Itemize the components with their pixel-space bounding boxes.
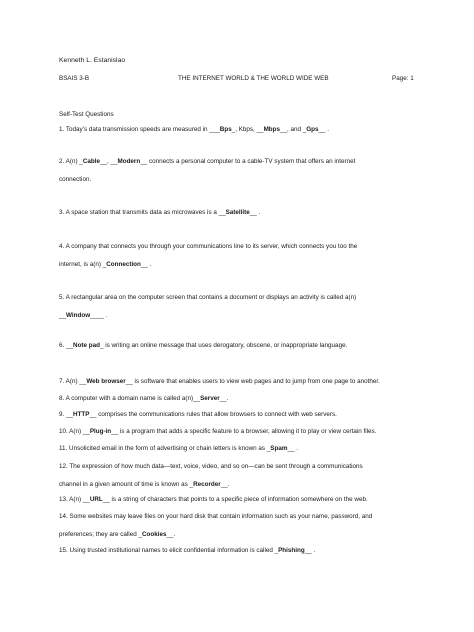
question-text: __ is a program that adds a specific feature to a browser, allowing it to play or view certain files. bbox=[111, 428, 377, 435]
question-2-line-1 bbox=[59, 158, 355, 166]
question-4-line-2 bbox=[59, 261, 151, 269]
question-text: __ comprises the communications rules that allow browsers to connect with web servers. bbox=[89, 411, 337, 418]
question-12-line-1 bbox=[59, 463, 363, 471]
question-text: __ is a string of characters that points to a specific piece of information somewhere on the web. bbox=[102, 496, 368, 503]
question-text: ____ . bbox=[90, 312, 108, 319]
question-text: 12. The expression of how much data—text, voice, video, and so on—can be sent through a communications bbox=[59, 463, 363, 470]
answer-text: HTTP bbox=[73, 411, 90, 418]
question-text: 11. Unsolicited email in the form of advertising or chain letters is known as _ bbox=[59, 445, 271, 452]
question-text: __ . bbox=[287, 445, 298, 452]
question-8-line-1 bbox=[59, 395, 228, 403]
question-text: __. bbox=[166, 531, 176, 538]
question-4-line-1 bbox=[59, 243, 357, 251]
question-text: __, and _ bbox=[280, 126, 307, 133]
answer-text: Note pad bbox=[73, 342, 100, 349]
answer-text: Window bbox=[66, 312, 91, 319]
question-10-line-1 bbox=[59, 428, 376, 436]
answer-text: Bps bbox=[219, 126, 232, 133]
question-14-line-2 bbox=[59, 531, 175, 539]
question-text: __ bbox=[59, 312, 67, 319]
answer-text: Gps bbox=[306, 126, 319, 133]
question-6-line-1 bbox=[59, 342, 347, 350]
header-class: BSAIS 3-B bbox=[59, 75, 90, 82]
question-text: 8. A computer with a domain name is called a(n)__ bbox=[59, 395, 201, 402]
question-12-line-2 bbox=[59, 481, 229, 489]
question-text: __ . bbox=[140, 261, 152, 268]
question-text: __ . bbox=[249, 209, 261, 216]
answer-text: Cookies bbox=[141, 531, 167, 538]
question-text: __ . bbox=[318, 126, 330, 133]
question-text: __. bbox=[220, 481, 230, 488]
question-text: 7. A(n) __ bbox=[59, 378, 87, 385]
header-page-number: Page: 1 bbox=[392, 75, 414, 82]
question-text: 5. A rectangular area on the computer screen that contains a document or displays an activity is called a(n) bbox=[59, 294, 357, 301]
question-text: _ is writing an online message that uses derogatory, obscene, or inappropriate language. bbox=[99, 342, 348, 349]
question-text: _, Kbps, __ bbox=[231, 126, 264, 133]
answer-text: Connection bbox=[106, 261, 141, 268]
question-text: connection. bbox=[59, 176, 92, 183]
question-text: 13. A(n) __ bbox=[59, 496, 90, 503]
question-2-line-2 bbox=[59, 176, 91, 184]
question-11-line-1 bbox=[59, 445, 298, 453]
question-3-line-1 bbox=[59, 209, 260, 217]
question-13-line-1 bbox=[59, 496, 368, 504]
question-text: 1. Today’s data transmission speeds are measured in ___ bbox=[59, 126, 220, 133]
answer-text: Server bbox=[200, 395, 220, 402]
answer-text: URL bbox=[89, 496, 103, 503]
answer-text: Mbps bbox=[263, 126, 281, 133]
question-text: 4. A company that connects you through your communications line to its server, which connects you too the bbox=[59, 243, 358, 250]
question-15-line-1 bbox=[59, 547, 315, 555]
question-5-line-1 bbox=[59, 294, 356, 302]
answer-text: Plug-in bbox=[89, 428, 112, 435]
answer-text: Phishing bbox=[278, 547, 305, 554]
question-text: 6. __ bbox=[59, 342, 74, 349]
question-text: 3. A space station that transmits data as microwaves is a __ bbox=[59, 209, 226, 216]
question-text: internet, is a(n) _ bbox=[59, 261, 107, 268]
header-title: THE INTERNET WORLD & THE WORLD WIDE WEB bbox=[178, 75, 329, 82]
author-name: Kenneth L. Estanislao bbox=[59, 57, 126, 64]
answer-text: Recorder bbox=[193, 481, 221, 488]
question-text: 14. Some websites may leave files on your hard disk that contain information such as your name, password, and bbox=[59, 513, 373, 520]
question-text: 15. Using trusted institutional names to elicit confidential information is called _ bbox=[59, 547, 279, 554]
question-text: 10. A(n) __ bbox=[59, 428, 90, 435]
question-text: __. bbox=[219, 395, 229, 402]
question-1-line-1 bbox=[59, 126, 329, 134]
question-7-line-1 bbox=[59, 378, 380, 386]
answer-text: Satellite bbox=[225, 209, 250, 216]
answer-text: Web browser bbox=[86, 378, 126, 385]
section-title: Self-Test Questions bbox=[59, 111, 114, 118]
question-9-line-1 bbox=[59, 411, 337, 419]
question-14-line-1 bbox=[59, 513, 372, 521]
answer-text: Spam bbox=[270, 445, 288, 452]
answer-text: Modern bbox=[117, 158, 141, 165]
question-text: __ connects a personal computer to a cable-TV system that offers an internet bbox=[140, 158, 356, 165]
question-text: preferences; they are called _ bbox=[59, 531, 142, 538]
question-5-line-2 bbox=[59, 312, 108, 320]
question-text: channel in a given amount of time is known as _ bbox=[59, 481, 194, 488]
answer-text: Cable bbox=[82, 158, 100, 165]
question-text: 9. __ bbox=[59, 411, 74, 418]
question-text: __ is software that enables users to view web pages and to jump from one page to another. bbox=[125, 378, 380, 385]
question-text: __ . bbox=[304, 547, 316, 554]
question-text: __, __ bbox=[99, 158, 118, 165]
question-text: 2. A(n) _ bbox=[59, 158, 83, 165]
